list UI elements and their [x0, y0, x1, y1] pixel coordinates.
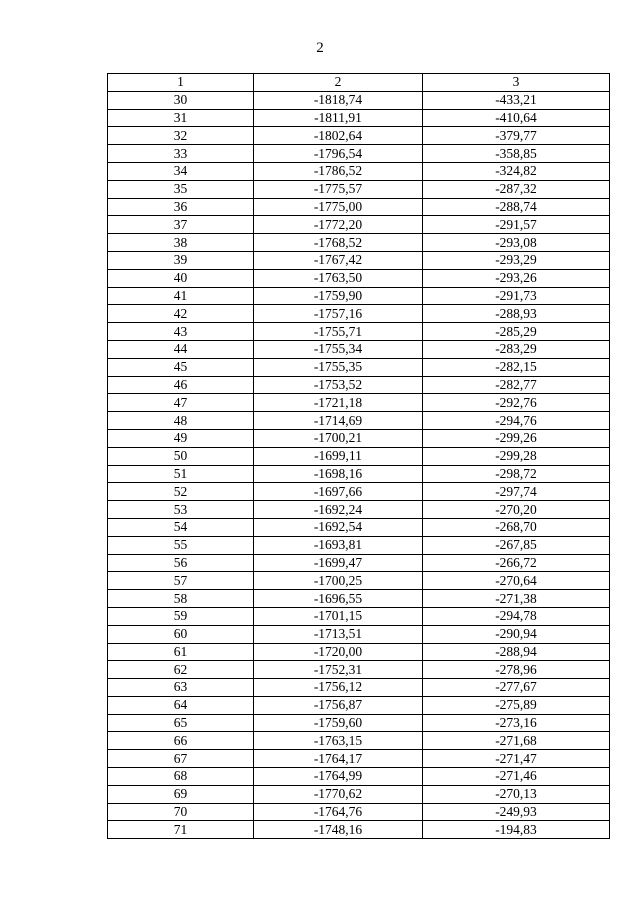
table-cell-col-2: -1775,57	[254, 180, 423, 198]
table-cell-col-2: -1755,35	[254, 358, 423, 376]
table-cell-col-2: -1796,54	[254, 145, 423, 163]
table-cell-col-3: -194,83	[423, 821, 610, 839]
table-cell-col-1: 49	[108, 429, 254, 447]
table-row	[108, 305, 610, 323]
table-cell-col-1: 40	[108, 269, 254, 287]
table-cell-col-1: 61	[108, 643, 254, 661]
table-row	[108, 465, 610, 483]
table-cell-col-1: 69	[108, 785, 254, 803]
table-cell-col-3: -294,76	[423, 412, 610, 430]
table-cell-col-1: 30	[108, 91, 254, 109]
table-cell-col-2: -1692,54	[254, 518, 423, 536]
table-row	[108, 376, 610, 394]
table-cell-col-3: -297,74	[423, 483, 610, 501]
table-header	[108, 74, 610, 92]
table-cell-col-1: 35	[108, 180, 254, 198]
table-cell-col-3: -292,76	[423, 394, 610, 412]
table-row	[108, 590, 610, 608]
table-cell-col-3: -290,94	[423, 625, 610, 643]
table-cell-col-1: 46	[108, 376, 254, 394]
table-row	[108, 429, 610, 447]
table-cell-col-3: -285,29	[423, 323, 610, 341]
table-cell-col-1: 64	[108, 696, 254, 714]
table-cell-col-2: -1786,52	[254, 162, 423, 180]
table-row	[108, 785, 610, 803]
table-cell-col-1: 54	[108, 518, 254, 536]
table-cell-col-1: 33	[108, 145, 254, 163]
table-cell-col-1: 34	[108, 162, 254, 180]
table-cell-col-3: -433,21	[423, 91, 610, 109]
table-cell-col-3: -273,16	[423, 714, 610, 732]
table-row	[108, 269, 610, 287]
table-cell-col-2: -1818,74	[254, 91, 423, 109]
table-cell-col-2: -1759,90	[254, 287, 423, 305]
table-row	[108, 234, 610, 252]
table-row	[108, 554, 610, 572]
table-row	[108, 287, 610, 305]
table-cell-col-1: 58	[108, 590, 254, 608]
table-cell-col-1: 47	[108, 394, 254, 412]
table-cell-col-2: -1698,16	[254, 465, 423, 483]
table-row	[108, 358, 610, 376]
table-cell-col-3: -267,85	[423, 536, 610, 554]
table-cell-col-2: -1757,16	[254, 305, 423, 323]
table-cell-col-2: -1759,60	[254, 714, 423, 732]
table-cell-col-3: -271,47	[423, 750, 610, 768]
table-cell-col-1: 44	[108, 340, 254, 358]
table-cell-col-1: 55	[108, 536, 254, 554]
table-cell-col-1: 60	[108, 625, 254, 643]
table-cell-col-2: -1755,34	[254, 340, 423, 358]
table-cell-col-3: -299,28	[423, 447, 610, 465]
table-cell-col-1: 65	[108, 714, 254, 732]
table-cell-col-1: 62	[108, 661, 254, 679]
table-cell-col-2: -1770,62	[254, 785, 423, 803]
table-cell-col-3: -277,67	[423, 679, 610, 697]
table-row	[108, 251, 610, 269]
table-cell-col-2: -1764,17	[254, 750, 423, 768]
table-cell-col-1: 50	[108, 447, 254, 465]
table-header-row	[108, 74, 610, 92]
table-cell-col-3: -270,13	[423, 785, 610, 803]
table-cell-col-3: -293,29	[423, 251, 610, 269]
table-row	[108, 625, 610, 643]
table-row	[108, 447, 610, 465]
table-cell-col-2: -1764,99	[254, 768, 423, 786]
table-cell-col-3: -270,20	[423, 501, 610, 519]
table-cell-col-2: -1701,15	[254, 607, 423, 625]
table-cell-col-2: -1700,21	[254, 429, 423, 447]
table-cell-col-1: 52	[108, 483, 254, 501]
table-cell-col-2: -1755,71	[254, 323, 423, 341]
table-cell-col-2: -1753,52	[254, 376, 423, 394]
table-row	[108, 679, 610, 697]
table-cell-col-2: -1763,50	[254, 269, 423, 287]
table-cell-col-2: -1763,15	[254, 732, 423, 750]
table-cell-col-3: -287,32	[423, 180, 610, 198]
table-row	[108, 198, 610, 216]
table-row	[108, 216, 610, 234]
table-cell-col-2: -1692,24	[254, 501, 423, 519]
table-cell-col-3: -270,64	[423, 572, 610, 590]
table-row	[108, 572, 610, 590]
table-cell-col-1: 42	[108, 305, 254, 323]
table-cell-col-3: -268,70	[423, 518, 610, 536]
table-cell-col-3: -249,93	[423, 803, 610, 821]
table-cell-col-2: -1696,55	[254, 590, 423, 608]
table-cell-col-2: -1697,66	[254, 483, 423, 501]
table-cell-col-3: -358,85	[423, 145, 610, 163]
table-cell-col-1: 48	[108, 412, 254, 430]
table-cell-col-1: 71	[108, 821, 254, 839]
table-cell-col-3: -288,94	[423, 643, 610, 661]
table-cell-col-3: -282,15	[423, 358, 610, 376]
table-cell-col-3: -288,74	[423, 198, 610, 216]
table-cell-col-3: -293,26	[423, 269, 610, 287]
table-cell-col-3: -275,89	[423, 696, 610, 714]
table-row	[108, 536, 610, 554]
table-cell-col-1: 53	[108, 501, 254, 519]
column-header-2: 2	[254, 74, 423, 92]
table-cell-col-2: -1693,81	[254, 536, 423, 554]
table-row	[108, 803, 610, 821]
table-cell-col-3: -293,08	[423, 234, 610, 252]
table-cell-col-2: -1811,91	[254, 109, 423, 127]
table-row	[108, 732, 610, 750]
table-row	[108, 91, 610, 109]
table-cell-col-2: -1714,69	[254, 412, 423, 430]
table-cell-col-1: 45	[108, 358, 254, 376]
table-row	[108, 145, 610, 163]
table-cell-col-3: -271,38	[423, 590, 610, 608]
table-cell-col-3: -271,46	[423, 768, 610, 786]
table-cell-col-1: 43	[108, 323, 254, 341]
table-row	[108, 394, 610, 412]
table-cell-col-3: -278,96	[423, 661, 610, 679]
table-row	[108, 518, 610, 536]
table-cell-col-2: -1768,52	[254, 234, 423, 252]
table-cell-col-2: -1713,51	[254, 625, 423, 643]
table-cell-col-1: 32	[108, 127, 254, 145]
table-cell-col-2: -1699,47	[254, 554, 423, 572]
table-cell-col-2: -1775,00	[254, 198, 423, 216]
table-cell-col-1: 68	[108, 768, 254, 786]
table-row	[108, 821, 610, 839]
table-cell-col-3: -324,82	[423, 162, 610, 180]
table-row	[108, 750, 610, 768]
page-number: 2	[316, 40, 324, 56]
table-row	[108, 696, 610, 714]
table-cell-col-1: 66	[108, 732, 254, 750]
table-cell-col-3: -294,78	[423, 607, 610, 625]
table-cell-col-2: -1756,87	[254, 696, 423, 714]
table-row	[108, 714, 610, 732]
table-cell-col-1: 59	[108, 607, 254, 625]
table-body	[108, 91, 610, 838]
table-row	[108, 162, 610, 180]
table-cell-col-1: 67	[108, 750, 254, 768]
table-cell-col-1: 70	[108, 803, 254, 821]
table-cell-col-2: -1700,25	[254, 572, 423, 590]
table-row	[108, 180, 610, 198]
table-cell-col-3: -266,72	[423, 554, 610, 572]
table-cell-col-1: 41	[108, 287, 254, 305]
table-cell-col-1: 39	[108, 251, 254, 269]
table-cell-col-2: -1748,16	[254, 821, 423, 839]
table-cell-col-1: 51	[108, 465, 254, 483]
table-row	[108, 127, 610, 145]
table-cell-col-3: -288,93	[423, 305, 610, 323]
table-cell-col-3: -410,64	[423, 109, 610, 127]
table-cell-col-1: 63	[108, 679, 254, 697]
data-table	[107, 73, 610, 839]
table-cell-col-2: -1772,20	[254, 216, 423, 234]
table-row	[108, 768, 610, 786]
table-cell-col-1: 38	[108, 234, 254, 252]
table-cell-col-2: -1767,42	[254, 251, 423, 269]
table-cell-col-3: -282,77	[423, 376, 610, 394]
table-cell-col-3: -379,77	[423, 127, 610, 145]
table-row	[108, 607, 610, 625]
table-cell-col-2: -1764,76	[254, 803, 423, 821]
table-cell-col-3: -283,29	[423, 340, 610, 358]
column-header-1: 1	[108, 74, 254, 92]
table-row	[108, 661, 610, 679]
table-cell-col-2: -1802,64	[254, 127, 423, 145]
table-cell-col-1: 36	[108, 198, 254, 216]
table-cell-col-3: -298,72	[423, 465, 610, 483]
table-row	[108, 323, 610, 341]
table-cell-col-2: -1752,31	[254, 661, 423, 679]
table-row	[108, 501, 610, 519]
table-cell-col-3: -271,68	[423, 732, 610, 750]
table-cell-col-3: -299,26	[423, 429, 610, 447]
column-header-3: 3	[423, 74, 610, 92]
table-cell-col-2: -1699,11	[254, 447, 423, 465]
table-cell-col-2: -1720,00	[254, 643, 423, 661]
table-cell-col-3: -291,57	[423, 216, 610, 234]
table-cell-col-3: -291,73	[423, 287, 610, 305]
table-cell-col-2: -1756,12	[254, 679, 423, 697]
table-row	[108, 340, 610, 358]
table-cell-col-2: -1721,18	[254, 394, 423, 412]
table-row	[108, 483, 610, 501]
table-cell-col-1: 57	[108, 572, 254, 590]
table-cell-col-1: 31	[108, 109, 254, 127]
table-cell-col-1: 56	[108, 554, 254, 572]
table-cell-col-1: 37	[108, 216, 254, 234]
table-row	[108, 412, 610, 430]
table-row	[108, 643, 610, 661]
table-row	[108, 109, 610, 127]
